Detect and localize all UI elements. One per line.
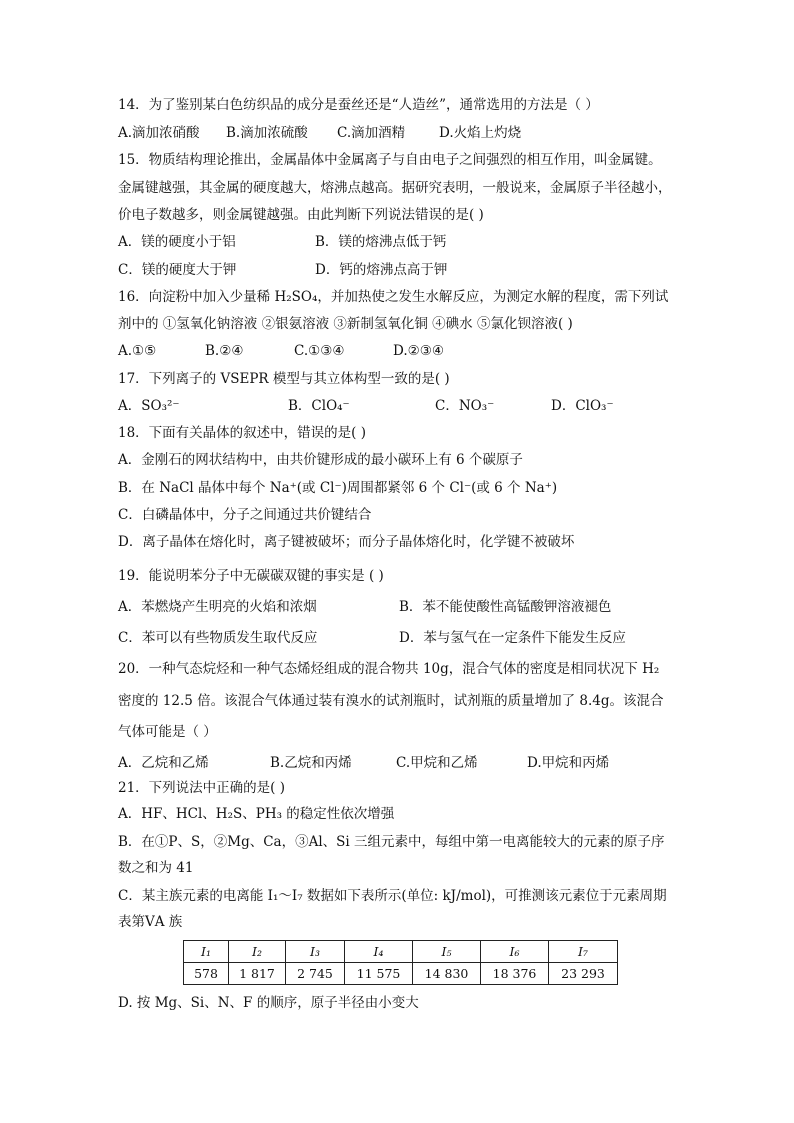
q21-option-a: A．HF、HCl、H₂S、PH₃ 的稳定性依次增强 <box>118 806 395 822</box>
table-header-cell: I₃ <box>286 941 345 963</box>
q16-option-d: D.②③④ <box>393 343 444 359</box>
table-row <box>184 963 618 985</box>
table-cell: 11 575 <box>345 963 413 985</box>
table-header-cell: I₁ <box>184 941 229 963</box>
q14-option-c: C.滴加酒精 <box>337 125 406 141</box>
q15-line-2: 金属键越强，其金属的硬度越大，熔沸点越高。据研究表明，一般说来，金属原子半径越小， <box>118 180 672 196</box>
q15-option-c: C．镁的硬度大于钾 <box>118 262 237 278</box>
q20-line-3: 气体可能是（ ） <box>118 724 217 740</box>
q19-option-c: C．苯可以有些物质发生取代反应 <box>118 630 318 646</box>
q21-option-b-line-1: B．在①P、S，②Mg、Ca，③Al、Si 三组元素中，每组中第一电离能较大的元素的原子序 <box>118 834 665 850</box>
q16-line-2: 剂中的 ①氢氧化钠溶液 ②银氨溶液 ③新制氢氧化铜 ④碘水 ⑤氯化钡溶液( ) <box>118 316 573 332</box>
q17-option-b: B．ClO₄⁻ <box>288 398 350 414</box>
q21-option-c-line-2: 表第ⅤA 族 <box>118 914 183 930</box>
q15-line-1: 15．物质结构理论推出，金属晶体中金属离子与自由电子之间强烈的相互作用，叫金属键。 <box>118 152 662 168</box>
q17-option-a: A．SO₃²⁻ <box>118 398 180 414</box>
q18-stem: 18．下面有关晶体的叙述中，错误的是( ) <box>118 425 367 441</box>
q16-option-c: C.①③④ <box>294 343 345 359</box>
table-cell: 23 293 <box>549 963 618 985</box>
q15-option-a: A．镁的硬度小于铝 <box>118 234 236 250</box>
table-header-cell: I₂ <box>229 941 286 963</box>
table-cell: 578 <box>184 963 229 985</box>
q15-option-b: B．镁的熔沸点低于钙 <box>315 234 447 250</box>
table-header-cell: I₇ <box>549 941 618 963</box>
q19-stem: 19．能说明苯分子中无碳碳双键的事实是 ( ) <box>118 568 384 584</box>
q16-option-a: A.①⑤ <box>118 343 157 359</box>
q17-option-d: D．ClO₃⁻ <box>551 398 614 414</box>
table-cell: 2 745 <box>286 963 345 985</box>
q21-stem: 21．下列说法中正确的是( ) <box>118 780 286 796</box>
q15-option-d: D．钙的熔沸点高于钾 <box>315 262 448 278</box>
q14-option-d: D.火焰上灼烧 <box>439 125 522 141</box>
ionization-energy-table <box>183 940 618 985</box>
q20-option-c: C.甲烷和乙烯 <box>396 755 478 771</box>
q16-line-1: 16．向淀粉中加入少量稀 H₂SO₄，并加热使之发生水解反应，为测定水解的程度，需下列试 <box>118 289 669 305</box>
q20-line-1: 20．一种气态烷烃和一种气态烯烃组成的混合物共 10g，混合气体的密度是相同状况下 H₂ <box>118 661 660 677</box>
q20-option-d: D.甲烷和丙烯 <box>527 755 610 771</box>
table-header-cell: I₆ <box>481 941 549 963</box>
q20-option-b: B.乙烷和丙烯 <box>270 755 352 771</box>
q19-option-d: D．苯与氢气在一定条件下能发生反应 <box>399 630 626 646</box>
q17-stem: 17．下列离子的 VSEPR 模型与其立体构型一致的是( ) <box>118 371 450 387</box>
q14-option-a: A.滴加浓硝酸 <box>118 125 200 141</box>
table-cell: 1 817 <box>229 963 286 985</box>
table-header-cell: I₄ <box>345 941 413 963</box>
q18-option-c: C．白磷晶体中，分子之间通过共价键结合 <box>118 507 372 523</box>
q21-option-d: D. 按 Mg、Si、N、F 的顺序，原子半径由小变大 <box>118 995 419 1011</box>
q16-option-b: B.②④ <box>205 343 244 359</box>
q21-option-c-line-1: C．某主族元素的电离能 I₁～I₇ 数据如下表所示(单位: kJ/mol)，可推测该元素位于元素周期 <box>118 888 667 904</box>
q18-option-a: A．金刚石的网状结构中，由共价键形成的最小碳环上有 6 个碳原子 <box>118 452 523 468</box>
q14-option-b: B.滴加浓硫酸 <box>226 125 308 141</box>
q19-option-b: B．苯不能使酸性高锰酸钾溶液褪色 <box>399 599 612 615</box>
table-header-cell: I₅ <box>413 941 481 963</box>
q21-option-b-line-2: 数之和为 41 <box>118 860 194 876</box>
table-cell: 14 830 <box>413 963 481 985</box>
q19-option-a: A．苯燃烧产生明亮的火焰和浓烟 <box>118 599 317 615</box>
q18-option-d: D．离子晶体在熔化时，离子键被破坏；而分子晶体熔化时，化学键不被破坏 <box>118 534 575 550</box>
table-header-row <box>184 941 618 963</box>
q18-option-b: B．在 NaCl 晶体中每个 Na⁺(或 Cl⁻)周围都紧邻 6 个 Cl⁻(或 6 个 Na⁺) <box>118 480 558 496</box>
q14-stem: 14．为了鉴别某白色纺织品的成分是蚕丝还是“人造丝”，通常选用的方法是（ ） <box>118 97 599 113</box>
q20-line-2: 密度的 12.5 倍。该混合气体通过装有溴水的试剂瓶时，试剂瓶的质量增加了 8.4g。该混合 <box>118 693 664 709</box>
q20-option-a: A．乙烷和乙烯 <box>118 755 209 771</box>
q17-option-c: C．NO₃⁻ <box>435 398 495 414</box>
table-cell: 18 376 <box>481 963 549 985</box>
q15-line-3: 价电子数越多，则金属键越强。由此判断下列说法错误的是( ) <box>118 207 484 223</box>
